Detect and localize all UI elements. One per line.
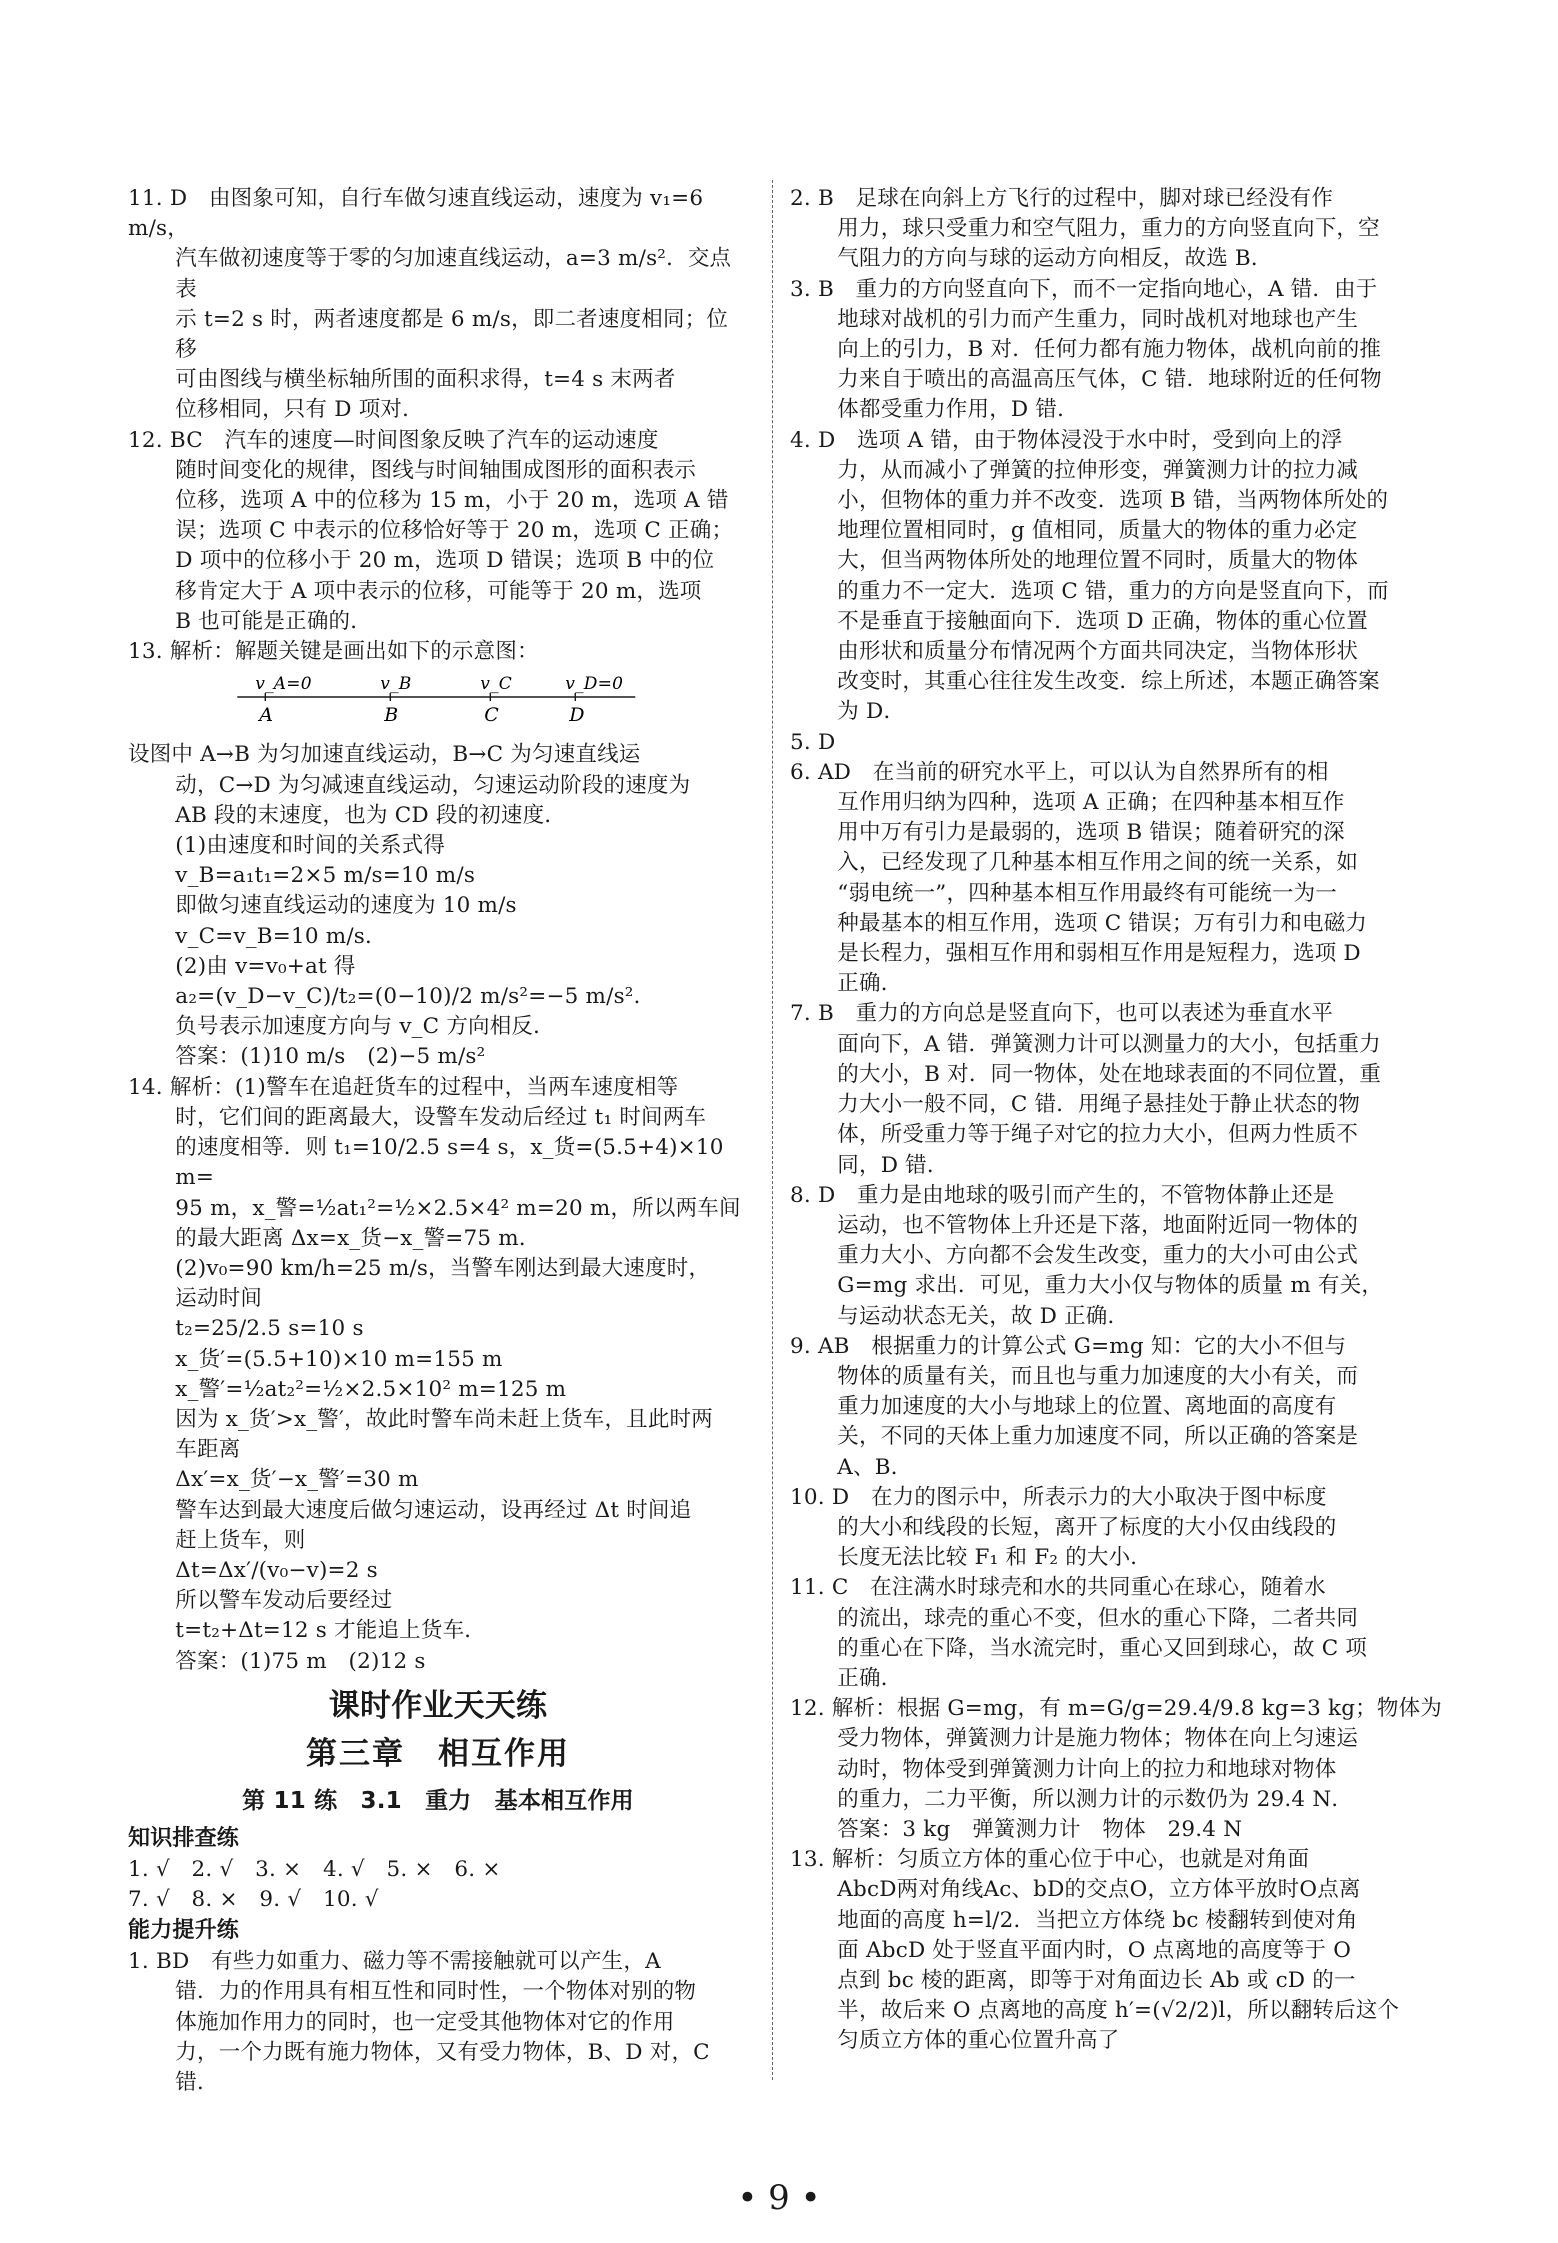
text-line: 力，一个力既有施力物体，又有受力物体，B、D 对，C 错． [175,2039,710,2095]
text-line: t₂=25/2.5 s=10 s [175,1316,364,1342]
text-line: 力，从而减小了弹簧的拉伸形变，弹簧测力计的拉力减 [837,457,1359,483]
text-line: 1. BD 有些力如重力、磁力等不需接触就可以产生，A [128,1949,661,1975]
diagram-velocity-label: v_A=0 [255,674,312,695]
text-line: 受力物体，弹簧测力计是施力物体；物体在向上匀速运 [837,1726,1359,1752]
text-line: 时，它们间的距离最大，设警车发动后经过 t₁ 时间两车 [175,1104,707,1130]
text-line: x_警′=½at₂²=½×2.5×10² m=125 m [175,1376,567,1402]
text-line: 运动，也不管物体上升还是下落，地面附近同一物体的 [837,1212,1359,1238]
answer-item-r6 [790,758,1442,1000]
text-line: 动时，物体受到弹簧测力计向上的拉力和地球对物体 [837,1756,1337,1782]
diagram-point-label: D [569,704,585,727]
text-line: 13. 解析：解题关键是画出如下的示意图： [128,639,539,665]
text-line: 的重力不一定大．选项 C 错，重力的方向是竖直向下，而 [837,578,1389,604]
text-line: 位移相同，只有 D 项对． [175,397,424,423]
text-line: x_货′=(5.5+10)×10 m=155 m [175,1346,503,1372]
text-line: 9. AB 根据重力的计算公式 G=mg 知：它的大小不但与 [790,1333,1347,1359]
text-line: 所以警车发动后要经过 [175,1588,393,1614]
text-line: 长度无法比较 F₁ 和 F₂ 的大小． [837,1545,1153,1571]
left-column [128,184,748,2098]
text-line: 8. D 重力是由地球的吸引而产生的，不管物体静止还是 [790,1182,1335,1208]
text-line: 5. D [790,729,836,755]
text-line: Δt=Δx′/(v₀−v)=2 s [175,1557,378,1583]
text-line: D 项中的位移小于 20 m，选项 D 错误；选项 B 中的位 [175,548,715,574]
text-line: 的大小，B 对．同一物体，处在地球表面的不同位置，重 [837,1061,1382,1087]
text-line: 面 AbcD 处于竖直平面内时，O 点离地的高度等于 O [837,1937,1352,1963]
text-line: 重力加速度的大小与地球上的位置、离地面的高度有 [837,1394,1337,1420]
text-line: 14. 解析：(1)警车在追赶货车的过程中，当两车速度相等 [128,1074,679,1100]
text-line: 正确． [837,1665,903,1691]
text-line: t=t₂+Δt=12 s 才能追上货车． [175,1618,486,1644]
text-line: a₂=(v_D−v_C)/t₂=(0−10)/2 m/s²=−5 m/s²． [175,984,656,1010]
text-line: 向上的引力，B 对．任何力都有施力物体，战机向前的推 [837,337,1382,363]
right-items [790,184,1442,2057]
text-line: Δx′=x_货′−x_警′=30 m [175,1467,419,1493]
text-line: 的重力，二力平衡，所以测力计的示数仍为 29.4 N． [837,1786,1354,1812]
answer-item-r9 [790,1332,1442,1483]
motion-diagram [128,669,645,731]
text-line: 物体的质量有关，而且也与重力加速度的大小有关，而 [837,1363,1359,1389]
answer-item-r4 [790,426,1442,728]
text-line: 可由图线与横坐标轴所围的面积求得，t=4 s 末两者 [175,367,676,393]
text-line: 关，不同的天体上重力加速度不同，所以正确的答案是 [837,1424,1359,1450]
text-line: 运动时间 [175,1286,263,1312]
text-line: 车距离 [175,1437,241,1463]
text-line: 面向下，A 错．弹簧测力计可以测量力的大小，包括重力 [837,1031,1381,1057]
text-line: B 也可能是正确的． [175,608,372,634]
text-line: 点到 bc 棱的距离，即等于对角面边长 Ab 或 cD 的一 [837,1967,1356,1993]
text-line: 匀质立方体的重心位置升高了 [837,2028,1120,2054]
text-line: (2)v₀=90 km/h=25 m/s，当警车刚达到最大速度时， [175,1255,711,1281]
chapter-title: 第三章 相互作用 [306,1735,570,1772]
text-line: 同，D 错． [837,1152,949,1178]
text-line: 气阻力的方向与球的运动方向相反，故选 B． [837,246,1273,272]
text-line: 因为 x_货′>x_警′，故此时警车尚未赶上货车，且此时两 [175,1406,713,1432]
text-line: 11. C 在注满水时球壳和水的共同重心在球心，随着水 [790,1575,1326,1601]
text-line: 为 D． [837,699,906,725]
text-line: 用力，球只受重力和空气阻力，重力的方向竖直向下，空 [837,216,1380,242]
answer-item-q13_body [128,740,748,1072]
text-line: 11. D 由图象可知，自行车做匀速直线运动，速度为 v₁=6 m/s， [128,186,704,242]
text-line: 的大小和线段的长短，离开了标度的大小仅由线段的 [837,1514,1337,1540]
text-line: 力来自于喷出的高温高压气体，C 错．地球附近的任何物 [837,367,1382,393]
left-items-top [128,184,748,667]
left-items-middle [128,740,748,1676]
text-line: 赶上货车，则 [175,1527,306,1553]
answer-item-q13_intro [128,637,748,667]
text-line: (1)由速度和时间的关系式得 [175,833,446,859]
text-line: 正确． [837,971,903,997]
knowledge-heading: 知识排查练 [128,1825,240,1851]
text-line: 是长程力，强相互作用和弱相互作用是短程力，选项 D [837,941,1361,967]
text-line: 不是垂直于接触面向下．选项 D 正确，物体的重心位置 [837,608,1368,634]
answer-item-r8 [790,1181,1442,1332]
text-line: 入，已经发现了几种基本相互作用之间的统一关系，如 [837,850,1359,876]
ability-q1 [128,1947,748,2098]
text-line: v_B=a₁t₁=2×5 m/s=10 m/s [175,863,476,889]
text-line: v_C=v_B=10 m/s． [175,923,387,949]
answer-item-r10 [790,1483,1442,1574]
text-line: 位移，选项 A 中的位移为 15 m，小于 20 m，选项 A 错 [175,488,729,514]
diagram-velocity-label: v_C [480,674,513,695]
text-line: 3. B 重力的方向竖直向下，而不一定指向地心，A 错．由于 [790,276,1378,302]
text-line: 即做匀速直线运动的速度为 10 m/s [175,893,517,919]
text-line: 用中万有引力是最弱的，选项 B 错误；随着研究的深 [837,820,1345,846]
text-line: 的重心在下降，当水流完时，重心又回到球心，故 C 项 [837,1635,1368,1661]
text-line: 13. 解析：匀质立方体的重心位于中心，也就是对角面 [790,1847,1310,1873]
knowledge-answers-2: 7. √ 8. × 9. √ 10. √ [128,1886,379,1912]
diagram-point-label: A [259,704,274,727]
text-line: A、B． [837,1454,913,1480]
text-line: (2)由 v=v₀+at 得 [175,953,356,979]
answer-item-r7 [790,999,1442,1180]
text-line: 互作用归纳为四种，选项 A 正确；在四种基本相互作 [837,790,1345,816]
text-line: 种最基本的相互作用，选项 C 错误；万有引力和电磁力 [837,910,1368,936]
knowledge-answers: 1. √ 2. √ 3. × 4. √ 5. × 6. × [128,1856,501,1882]
text-line: “弱电统一”，四种基本相互作用最终有可能统一为一 [837,880,1338,906]
diagram-velocity-label: v_D=0 [565,674,624,695]
answer-item-r2 [790,184,1442,275]
text-line: 体，所受重力等于绳子对它的拉力大小，但两力性质不 [837,1122,1359,1148]
ability-heading: 能力提升练 [128,1918,240,1944]
text-line: 由形状和质量分布情况两个方面共同决定，当物体形状 [837,639,1359,665]
text-line: 的最大距离 Δx=x_货−x_警=75 m． [175,1225,541,1251]
text-line: 移肯定大于 A 项中表示的位移，可能等于 20 m，选项 [175,578,702,604]
text-line: AbcD两对角线Ac、bD的交点O，立方体平放时O点离 [837,1877,1361,1903]
text-line: 改变时，其重心往往发生改变．综上所述，本题正确答案 [837,669,1380,695]
answer-item-r12 [790,1694,1442,1845]
answer-item-q14 [128,1073,748,1677]
answer-item-q11 [128,184,748,426]
text-line: 重力大小、方向都不会发生改变，重力的大小可由公式 [837,1243,1359,1269]
text-line: 小，但物体的重力并不改变．选项 B 错，当两物体所处的 [837,488,1389,514]
text-line: 体施加作用力的同时，也一定受其他物体对它的作用 [175,2009,675,2035]
text-line: 4. D 选项 A 错，由于物体浸没于水中时，受到向上的浮 [790,427,1343,453]
answer-item-r3 [790,275,1442,426]
text-line: 答案：3 kg 弹簧测力计 物体 29.4 N [837,1816,1243,1842]
text-line: 力大小一般不同，C 错．用绳子悬挂处于静止状态的物 [837,1092,1361,1118]
text-line: 大，但当两物体所处的地理位置不同时，质量大的物体 [837,548,1359,574]
diagram-velocity-label: v_B [380,674,412,695]
text-line: 答案：(1)10 m/s (2)−5 m/s² [175,1044,486,1070]
text-line: AB 段的末速度，也为 CD 段的初速度． [175,802,567,828]
text-line: 地球对战机的引力而产生重力，同时战机对地球也产生 [837,306,1359,332]
answer-item-r5 [790,728,1442,758]
answer-item-q12 [128,426,748,637]
text-line: 警车达到最大速度后做匀速运动，设再经过 Δt 时间追 [175,1497,692,1523]
text-line: 答案：(1)75 m (2)12 s [175,1648,426,1674]
text-line: 体都受重力作用，D 错． [837,397,1079,423]
text-line: 12. BC 汽车的速度—时间图象反映了汽车的运动速度 [128,427,659,453]
text-line: 地理位置相同时，g 值相同，质量大的物体的重力必定 [837,518,1358,544]
text-line: 的流出，球壳的重心不变，但水的重心下降，二者共同 [837,1605,1359,1631]
text-line: 误；选项 C 中表示的位移恰好等于 20 m，选项 C 正确； [175,518,734,544]
text-line: G=mg 求出．可见，重力大小仅与物体的质量 m 有关， [837,1273,1384,1299]
section-title: 课时作业天天练 [328,1687,548,1724]
text-line: 2. B 足球在向斜上方飞行的过程中，脚对球已经没有作 [790,186,1334,211]
answer-item-r13 [790,1845,1442,2056]
text-line: 6. AD 在当前的研究水平上，可以认为自然界所有的相 [790,759,1329,785]
text-line: 随时间变化的规律，图线与时间轴围成图形的面积表示 [175,457,697,483]
text-line: 地面的高度 h=l/2．当把立方体绕 bc 棱翻转到使对角 [837,1907,1358,1933]
text-line: 动，C→D 为匀减速直线运动，匀速运动阶段的速度为 [175,772,691,798]
answer-item-r11 [790,1573,1442,1694]
text-line: 错．力的作用具有相互性和同时性，一个物体对别的物 [175,1979,697,2005]
lesson-title: 第 11 练 3.1 重力 基本相互作用 [242,1787,634,1814]
text-line: 汽车做初速度等于零的匀加速直线运动，a=3 m/s²．交点表 [175,246,732,302]
right-column [790,184,1442,2057]
text-line: 的速度相等．则 t₁=10/2.5 s=4 s，x_货=(5.5+4)×10 m= [175,1135,724,1191]
text-line: 与运动状态无关，故 D 正确． [837,1303,1130,1329]
text-line: 设图中 A→B 为匀加速直线运动，B→C 为匀速直线运 [128,742,641,768]
text-line: 10. D 在力的图示中，所表示力的大小取决于图中标度 [790,1484,1327,1510]
diagram-point-label: B [384,704,399,727]
diagram-point-label: C [484,704,500,727]
column-divider [772,180,773,2080]
text-line: 示 t=2 s 时，两者速度都是 6 m/s，即二者速度相同；位移 [175,306,729,363]
text-line: 半，故后来 O 点离地的高度 h′=(√2/2)l，所以翻转后这个 [837,1998,1400,2024]
page-number: • 9 • [737,2178,821,2218]
text-line: 负号表示加速度方向与 v_C 方向相反． [175,1014,555,1040]
text-line: 7. B 重力的方向总是竖直向下，也可以表述为垂直水平 [790,1001,1334,1027]
text-line: 12. 解析：根据 G=mg，有 m=G/g=29.4/9.8 kg=3 kg；物体为 [790,1696,1442,1722]
text-line: 95 m，x_警=½at₁²=½×2.5×4² m=20 m，所以两车间 [175,1195,741,1221]
